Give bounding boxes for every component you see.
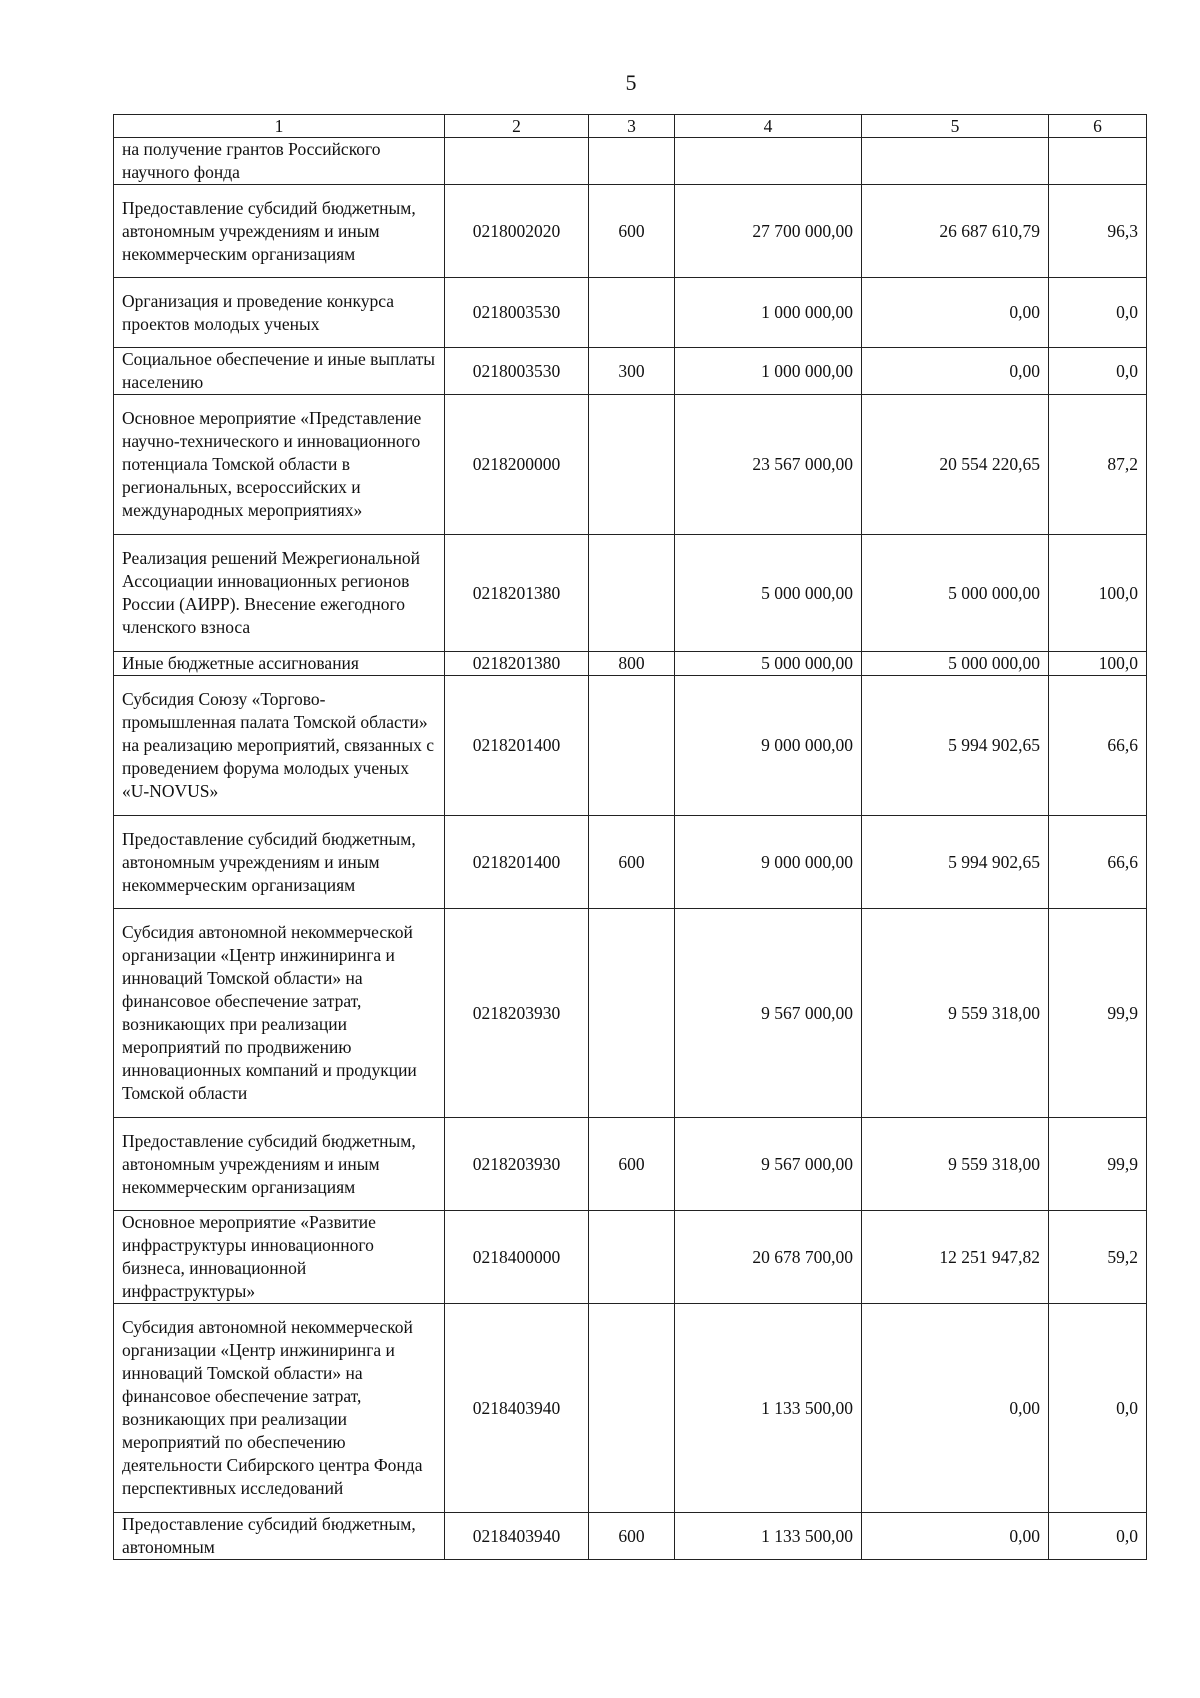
table-row: [114, 676, 1147, 816]
table-row: [114, 185, 1147, 278]
row-expense-type: [589, 278, 675, 348]
row-expense-type: [589, 138, 675, 185]
budget-table: [113, 114, 1147, 1560]
row-plan: 27 700 000,00: [675, 185, 862, 278]
row-code: 0218201380: [445, 535, 589, 652]
row-fact: 12 251 947,82: [862, 1211, 1049, 1304]
row-percent: 0,0: [1049, 1513, 1147, 1560]
row-plan: 1 133 500,00: [675, 1304, 862, 1513]
row-expense-type: [589, 535, 675, 652]
row-name: Предоставление субсидий бюджетным, автономным учреждениям и иным некоммерческим организациям: [114, 185, 445, 278]
row-code: 0218203930: [445, 909, 589, 1118]
row-plan: 1 133 500,00: [675, 1513, 862, 1560]
row-plan: 9 000 000,00: [675, 816, 862, 909]
row-plan: 5 000 000,00: [675, 535, 862, 652]
column-header: 1: [114, 115, 445, 138]
row-expense-type: 300: [589, 348, 675, 395]
row-percent: 59,2: [1049, 1211, 1147, 1304]
table-header-row: [114, 115, 1147, 138]
row-fact: 0,00: [862, 1513, 1049, 1560]
row-fact: 20 554 220,65: [862, 395, 1049, 535]
row-name: на получение грантов Российского научного фонда: [114, 138, 445, 185]
row-name: Субсидия автономной некоммерческой организации «Центр инжиниринга и инноваций Томской области» на финансовое обеспечение затрат, возникающих при реализации мероприятий по продвижению инновационных компаний и продукции Томской области: [114, 909, 445, 1118]
row-code: 0218200000: [445, 395, 589, 535]
row-expense-type: [589, 676, 675, 816]
row-percent: 96,3: [1049, 185, 1147, 278]
row-percent: 0,0: [1049, 278, 1147, 348]
row-name: Основное мероприятие «Представление научно-технического и инновационного потенциала Томской области в региональных, всероссийских и международных мероприятиях»: [114, 395, 445, 535]
table-row: [114, 348, 1147, 395]
row-code: 0218400000: [445, 1211, 589, 1304]
row-fact: 5 994 902,65: [862, 816, 1049, 909]
row-name: Иные бюджетные ассигнования: [114, 652, 445, 676]
row-plan: 1 000 000,00: [675, 278, 862, 348]
row-plan: [675, 138, 862, 185]
row-percent: 87,2: [1049, 395, 1147, 535]
row-expense-type: [589, 909, 675, 1118]
row-code: 0218201380: [445, 652, 589, 676]
row-name: Основное мероприятие «Развитие инфраструктуры инновационного бизнеса, инновационной инфраструктуры»: [114, 1211, 445, 1304]
row-plan: 20 678 700,00: [675, 1211, 862, 1304]
row-code: 0218203930: [445, 1118, 589, 1211]
row-code: 0218002020: [445, 185, 589, 278]
row-name: Субсидия Союзу «Торгово-промышленная палата Томской области» на реализацию мероприятий, связанных с проведением форума молодых ученых «U-NOVUS»: [114, 676, 445, 816]
row-percent: 0,0: [1049, 1304, 1147, 1513]
table-row: [114, 652, 1147, 676]
row-code: 0218201400: [445, 676, 589, 816]
column-header: 4: [675, 115, 862, 138]
row-fact: 0,00: [862, 278, 1049, 348]
row-plan: 5 000 000,00: [675, 652, 862, 676]
row-percent: 0,0: [1049, 348, 1147, 395]
row-expense-type: 600: [589, 816, 675, 909]
row-name: Реализация решений Межрегиональной Ассоциации инновационных регионов России (АИРР). Внесение ежегодного членского взноса: [114, 535, 445, 652]
row-code: 0218201400: [445, 816, 589, 909]
row-plan: 9 000 000,00: [675, 676, 862, 816]
row-percent: 66,6: [1049, 676, 1147, 816]
row-plan: 23 567 000,00: [675, 395, 862, 535]
table-row: [114, 816, 1147, 909]
row-code: 0218403940: [445, 1304, 589, 1513]
row-percent: 66,6: [1049, 816, 1147, 909]
row-fact: 9 559 318,00: [862, 1118, 1049, 1211]
table-row: [114, 535, 1147, 652]
row-expense-type: 600: [589, 1118, 675, 1211]
row-fact: 0,00: [862, 1304, 1049, 1513]
row-expense-type: [589, 395, 675, 535]
row-fact: 5 000 000,00: [862, 535, 1049, 652]
row-percent: 100,0: [1049, 652, 1147, 676]
table-row: [114, 1118, 1147, 1211]
row-name: Организация и проведение конкурса проектов молодых ученых: [114, 278, 445, 348]
table-row: [114, 1513, 1147, 1560]
row-name: Социальное обеспечение и иные выплаты населению: [114, 348, 445, 395]
row-percent: 99,9: [1049, 1118, 1147, 1211]
row-expense-type: 600: [589, 185, 675, 278]
row-name: Предоставление субсидий бюджетным, автономным: [114, 1513, 445, 1560]
row-name: Субсидия автономной некоммерческой организации «Центр инжиниринга и инноваций Томской области» на финансовое обеспечение затрат, возникающих при реализации мероприятий по обеспечению деятельности Сибирского центра Фонда перспективных исследований: [114, 1304, 445, 1513]
column-header: 5: [862, 115, 1049, 138]
row-fact: 5 994 902,65: [862, 676, 1049, 816]
row-fact: [862, 138, 1049, 185]
row-code: [445, 138, 589, 185]
table-row: [114, 1211, 1147, 1304]
row-fact: 9 559 318,00: [862, 909, 1049, 1118]
row-expense-type: [589, 1211, 675, 1304]
row-fact: 26 687 610,79: [862, 185, 1049, 278]
column-header: 3: [589, 115, 675, 138]
row-code: 0218003530: [445, 278, 589, 348]
row-plan: 9 567 000,00: [675, 909, 862, 1118]
table-row: [114, 1304, 1147, 1513]
row-name: Предоставление субсидий бюджетным, автономным учреждениям и иным некоммерческим организациям: [114, 816, 445, 909]
row-expense-type: 800: [589, 652, 675, 676]
column-header: 2: [445, 115, 589, 138]
page-number: 5: [625, 70, 637, 95]
table-row: [114, 278, 1147, 348]
row-percent: 100,0: [1049, 535, 1147, 652]
table-row: [114, 909, 1147, 1118]
row-percent: 99,9: [1049, 909, 1147, 1118]
row-code: 0218403940: [445, 1513, 589, 1560]
row-fact: 0,00: [862, 348, 1049, 395]
row-plan: 1 000 000,00: [675, 348, 862, 395]
table-row: [114, 138, 1147, 185]
row-percent: [1049, 138, 1147, 185]
column-header: 6: [1049, 115, 1147, 138]
row-code: 0218003530: [445, 348, 589, 395]
table-row: [114, 395, 1147, 535]
row-expense-type: 600: [589, 1513, 675, 1560]
row-expense-type: [589, 1304, 675, 1513]
row-plan: 9 567 000,00: [675, 1118, 862, 1211]
row-fact: 5 000 000,00: [862, 652, 1049, 676]
row-name: Предоставление субсидий бюджетным, автономным учреждениям и иным некоммерческим организациям: [114, 1118, 445, 1211]
